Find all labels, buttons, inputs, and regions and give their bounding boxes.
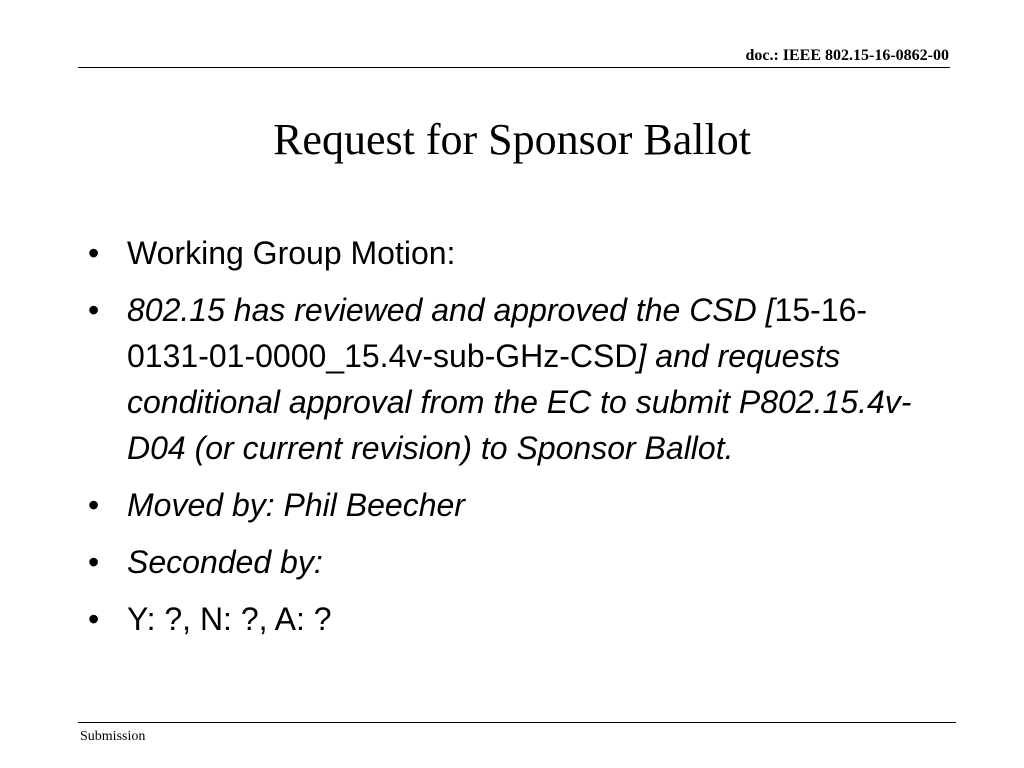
bullet-icon: • [88, 292, 100, 328]
bullet-icon: • [88, 544, 100, 580]
bullet-item-motion [80, 230, 940, 276]
motion-text-end: ] and requests conditional approval from the EC to submit P802.15.4v-D04 (or current revision) to Sponsor Ballot. [127, 338, 912, 466]
bullet-item-motion-text [80, 287, 940, 471]
bullet-icon: • [88, 235, 100, 271]
document-id: doc.: IEEE 802.15-16-0862-00 [745, 47, 949, 64]
bullet-icon: • [88, 601, 100, 637]
bullet-icon: • [88, 487, 100, 523]
footer-submission: Submission [80, 729, 146, 744]
bullet-item-seconded-by [80, 539, 940, 585]
bullet-list [80, 230, 940, 653]
bullet-text: Working Group Motion: [127, 235, 456, 271]
footer-divider [78, 722, 956, 723]
bullet-text: Seconded by: [127, 544, 323, 580]
bullet-text: Moved by: Phil Beecher [127, 487, 465, 523]
bullet-text: Y: ?, N: ?, A: ? [127, 601, 332, 637]
motion-text-start: 802.15 has reviewed and approved the CSD [ [127, 292, 775, 328]
header-divider [78, 67, 950, 68]
csd-document-reference: 15-16-0131-01-0000_15.4v-sub-GHz-CSD [127, 292, 868, 374]
bullet-item-moved-by [80, 482, 940, 528]
bullet-item-vote [80, 596, 940, 642]
slide-title: Request for Sponsor Ballot [273, 115, 751, 164]
